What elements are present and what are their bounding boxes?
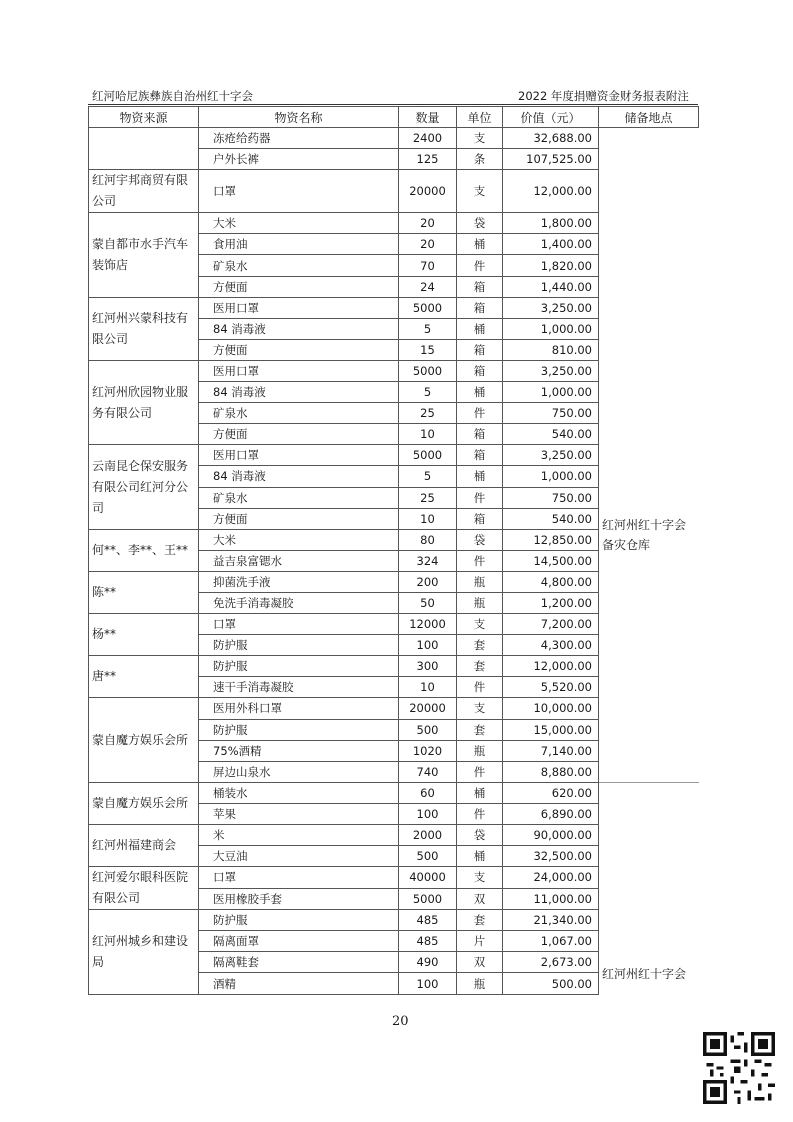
item-name-cell: 大米 [199, 529, 399, 550]
donor-source-cell: 红河州兴蒙科技有限公司 [89, 297, 199, 360]
unit-cell: 桶 [457, 846, 503, 867]
value-cell: 12,850.00 [503, 529, 599, 550]
unit-cell: 套 [457, 910, 503, 931]
quantity-cell: 60 [399, 782, 457, 803]
item-name-cell: 酒精 [199, 973, 399, 994]
unit-cell: 件 [457, 550, 503, 571]
quantity-cell: 485 [399, 910, 457, 931]
quantity-cell: 490 [399, 952, 457, 973]
item-name-cell: 大米 [199, 213, 399, 234]
quantity-cell: 2400 [399, 128, 457, 149]
value-cell: 32,500.00 [503, 846, 599, 867]
unit-cell: 袋 [457, 213, 503, 234]
unit-cell: 桶 [457, 466, 503, 487]
page-number: 20 [392, 1014, 409, 1029]
donor-source-cell: 红河宇邦商贸有限公司 [89, 170, 199, 213]
item-name-cell: 大豆油 [199, 846, 399, 867]
value-cell: 8,880.00 [503, 761, 599, 782]
donor-source-cell: 红河州欣园物业服务有限公司 [89, 360, 199, 444]
value-cell: 14,500.00 [503, 550, 599, 571]
quantity-cell: 25 [399, 403, 457, 424]
column-header-location: 储备地点 [599, 107, 699, 128]
quantity-cell: 1020 [399, 740, 457, 761]
unit-cell: 桶 [457, 382, 503, 403]
item-name-cell: 户外长裤 [199, 149, 399, 170]
item-name-cell: 隔离面罩 [199, 931, 399, 952]
quantity-cell: 10 [399, 677, 457, 698]
value-cell: 7,140.00 [503, 740, 599, 761]
quantity-cell: 10 [399, 424, 457, 445]
value-cell: 90,000.00 [503, 825, 599, 846]
unit-cell: 箱 [457, 276, 503, 297]
item-name-cell: 矿泉水 [199, 487, 399, 508]
item-name-cell: 益吉泉富锶水 [199, 550, 399, 571]
donor-source-cell: 云南昆仑保安服务有限公司红河分公司 [89, 445, 199, 529]
unit-cell: 箱 [457, 339, 503, 360]
item-name-cell: 冻疮给药器 [199, 128, 399, 149]
quantity-cell: 500 [399, 719, 457, 740]
value-cell: 3,250.00 [503, 297, 599, 318]
unit-cell: 件 [457, 761, 503, 782]
table-row [89, 128, 699, 149]
unit-cell: 桶 [457, 318, 503, 339]
quantity-cell: 2000 [399, 825, 457, 846]
item-name-cell: 米 [199, 825, 399, 846]
unit-cell: 箱 [457, 445, 503, 466]
donation-items-table [88, 106, 699, 995]
unit-cell: 袋 [457, 529, 503, 550]
unit-cell: 套 [457, 656, 503, 677]
value-cell: 32,688.00 [503, 128, 599, 149]
item-name-cell: 医用橡胶手套 [199, 888, 399, 910]
item-name-cell: 防护服 [199, 719, 399, 740]
column-header-unit: 单位 [457, 107, 503, 128]
value-cell: 12,000.00 [503, 656, 599, 677]
column-header-item-name: 物资名称 [199, 107, 399, 128]
unit-cell: 件 [457, 677, 503, 698]
quantity-cell: 100 [399, 803, 457, 824]
quantity-cell: 25 [399, 487, 457, 508]
qr-code [703, 1032, 775, 1104]
item-name-cell: 防护服 [199, 656, 399, 677]
value-cell: 750.00 [503, 403, 599, 424]
value-cell: 1,000.00 [503, 382, 599, 403]
donor-source-cell: 杨** [89, 614, 199, 656]
value-cell: 11,000.00 [503, 888, 599, 910]
item-name-cell: 抑菌洗手液 [199, 571, 399, 592]
unit-cell: 支 [457, 614, 503, 635]
donor-source-cell: 红河州城乡和建设局 [89, 910, 199, 994]
quantity-cell: 200 [399, 571, 457, 592]
item-name-cell: 方便面 [199, 424, 399, 445]
quantity-cell: 5000 [399, 360, 457, 381]
unit-cell: 瓶 [457, 973, 503, 994]
item-name-cell: 矿泉水 [199, 255, 399, 276]
value-cell: 1,820.00 [503, 255, 599, 276]
column-header-quantity: 数量 [399, 107, 457, 128]
column-header-source: 物资来源 [89, 107, 199, 128]
quantity-cell: 15 [399, 339, 457, 360]
item-name-cell: 医用口罩 [199, 360, 399, 381]
header-rule [88, 104, 698, 105]
value-cell: 1,000.00 [503, 318, 599, 339]
item-name-cell: 苹果 [199, 803, 399, 824]
value-cell: 1,800.00 [503, 213, 599, 234]
quantity-cell: 12000 [399, 614, 457, 635]
quantity-cell: 5 [399, 466, 457, 487]
unit-cell: 件 [457, 255, 503, 276]
quantity-cell: 100 [399, 973, 457, 994]
quantity-cell: 485 [399, 931, 457, 952]
unit-cell: 瓶 [457, 571, 503, 592]
value-cell: 24,000.00 [503, 867, 599, 889]
item-name-cell: 方便面 [199, 276, 399, 297]
unit-cell: 箱 [457, 424, 503, 445]
value-cell: 500.00 [503, 973, 599, 994]
quantity-cell: 24 [399, 276, 457, 297]
quantity-cell: 20000 [399, 170, 457, 213]
unit-cell: 片 [457, 931, 503, 952]
item-name-cell: 食用油 [199, 234, 399, 255]
item-name-cell: 方便面 [199, 339, 399, 360]
donor-source-cell: 陈** [89, 571, 199, 613]
unit-cell: 件 [457, 803, 503, 824]
value-cell: 1,400.00 [503, 234, 599, 255]
unit-cell: 桶 [457, 234, 503, 255]
item-name-cell: 防护服 [199, 910, 399, 931]
donor-source-cell: 何**、李**、王** [89, 529, 199, 571]
unit-cell: 支 [457, 170, 503, 213]
storage-location-cell: 红河州红十字会 [599, 782, 699, 994]
quantity-cell: 740 [399, 761, 457, 782]
value-cell: 620.00 [503, 782, 599, 803]
item-name-cell: 屏边山泉水 [199, 761, 399, 782]
donor-source-cell: 蒙自魔方娱乐会所 [89, 782, 199, 824]
unit-cell: 桶 [457, 782, 503, 803]
value-cell: 5,520.00 [503, 677, 599, 698]
unit-cell: 箱 [457, 297, 503, 318]
item-name-cell: 口罩 [199, 867, 399, 889]
unit-cell: 件 [457, 403, 503, 424]
quantity-cell: 20000 [399, 698, 457, 719]
unit-cell: 箱 [457, 360, 503, 381]
quantity-cell: 500 [399, 846, 457, 867]
item-name-cell: 防护服 [199, 635, 399, 656]
quantity-cell: 20 [399, 234, 457, 255]
value-cell: 750.00 [503, 487, 599, 508]
unit-cell: 袋 [457, 825, 503, 846]
value-cell: 540.00 [503, 508, 599, 529]
unit-cell: 双 [457, 952, 503, 973]
item-name-cell: 隔离鞋套 [199, 952, 399, 973]
donor-source-cell: 唐** [89, 656, 199, 698]
item-name-cell: 医用口罩 [199, 445, 399, 466]
value-cell: 1,067.00 [503, 931, 599, 952]
unit-cell: 瓶 [457, 592, 503, 613]
quantity-cell: 5000 [399, 297, 457, 318]
quantity-cell: 20 [399, 213, 457, 234]
value-cell: 3,250.00 [503, 445, 599, 466]
unit-cell: 支 [457, 867, 503, 889]
quantity-cell: 5000 [399, 888, 457, 910]
value-cell: 6,890.00 [503, 803, 599, 824]
value-cell: 1,200.00 [503, 592, 599, 613]
table-row [89, 782, 699, 803]
header-organization: 红河哈尼族彝族自治州红十字会 [92, 89, 253, 103]
value-cell: 107,525.00 [503, 149, 599, 170]
column-header-value: 价值（元） [503, 107, 599, 128]
quantity-cell: 5000 [399, 445, 457, 466]
item-name-cell: 速干手消毒凝胶 [199, 677, 399, 698]
donor-source-cell: 蒙自魔方娱乐会所 [89, 698, 199, 782]
quantity-cell: 50 [399, 592, 457, 613]
unit-cell: 瓶 [457, 740, 503, 761]
value-cell: 540.00 [503, 424, 599, 445]
quantity-cell: 300 [399, 656, 457, 677]
value-cell: 4,300.00 [503, 635, 599, 656]
unit-cell: 支 [457, 698, 503, 719]
item-name-cell: 口罩 [199, 170, 399, 213]
unit-cell: 件 [457, 487, 503, 508]
value-cell: 810.00 [503, 339, 599, 360]
item-name-cell: 医用外科口罩 [199, 698, 399, 719]
quantity-cell: 80 [399, 529, 457, 550]
item-name-cell: 75%酒精 [199, 740, 399, 761]
quantity-cell: 125 [399, 149, 457, 170]
value-cell: 4,800.00 [503, 571, 599, 592]
quantity-cell: 5 [399, 318, 457, 339]
donor-source-cell: 红河州福建商会 [89, 825, 199, 867]
value-cell: 3,250.00 [503, 360, 599, 381]
item-name-cell: 84 消毒液 [199, 318, 399, 339]
item-name-cell: 方便面 [199, 508, 399, 529]
item-name-cell: 医用口罩 [199, 297, 399, 318]
unit-cell: 箱 [457, 508, 503, 529]
item-name-cell: 桶装水 [199, 782, 399, 803]
item-name-cell: 84 消毒液 [199, 466, 399, 487]
quantity-cell: 40000 [399, 867, 457, 889]
value-cell: 21,340.00 [503, 910, 599, 931]
quantity-cell: 10 [399, 508, 457, 529]
unit-cell: 支 [457, 128, 503, 149]
value-cell: 15,000.00 [503, 719, 599, 740]
unit-cell: 套 [457, 719, 503, 740]
unit-cell: 套 [457, 635, 503, 656]
item-name-cell: 免洗手消毒凝胶 [199, 592, 399, 613]
value-cell: 1,000.00 [503, 466, 599, 487]
value-cell: 7,200.00 [503, 614, 599, 635]
storage-location-cell: 红河州红十字会备灾仓库 [599, 128, 699, 783]
value-cell: 10,000.00 [503, 698, 599, 719]
donor-source-cell [89, 128, 199, 170]
value-cell: 12,000.00 [503, 170, 599, 213]
item-name-cell: 84 消毒液 [199, 382, 399, 403]
unit-cell: 条 [457, 149, 503, 170]
quantity-cell: 324 [399, 550, 457, 571]
quantity-cell: 100 [399, 635, 457, 656]
table-header-row [89, 107, 699, 128]
value-cell: 2,673.00 [503, 952, 599, 973]
item-name-cell: 口罩 [199, 614, 399, 635]
value-cell: 1,440.00 [503, 276, 599, 297]
quantity-cell: 5 [399, 382, 457, 403]
unit-cell: 双 [457, 888, 503, 910]
header-report-title: 2022 年度捐赠资金财务报表附注 [518, 89, 689, 103]
item-name-cell: 矿泉水 [199, 403, 399, 424]
donor-source-cell: 蒙自都市水手汽车装饰店 [89, 213, 199, 297]
quantity-cell: 70 [399, 255, 457, 276]
donor-source-cell: 红河爱尔眼科医院有限公司 [89, 867, 199, 910]
